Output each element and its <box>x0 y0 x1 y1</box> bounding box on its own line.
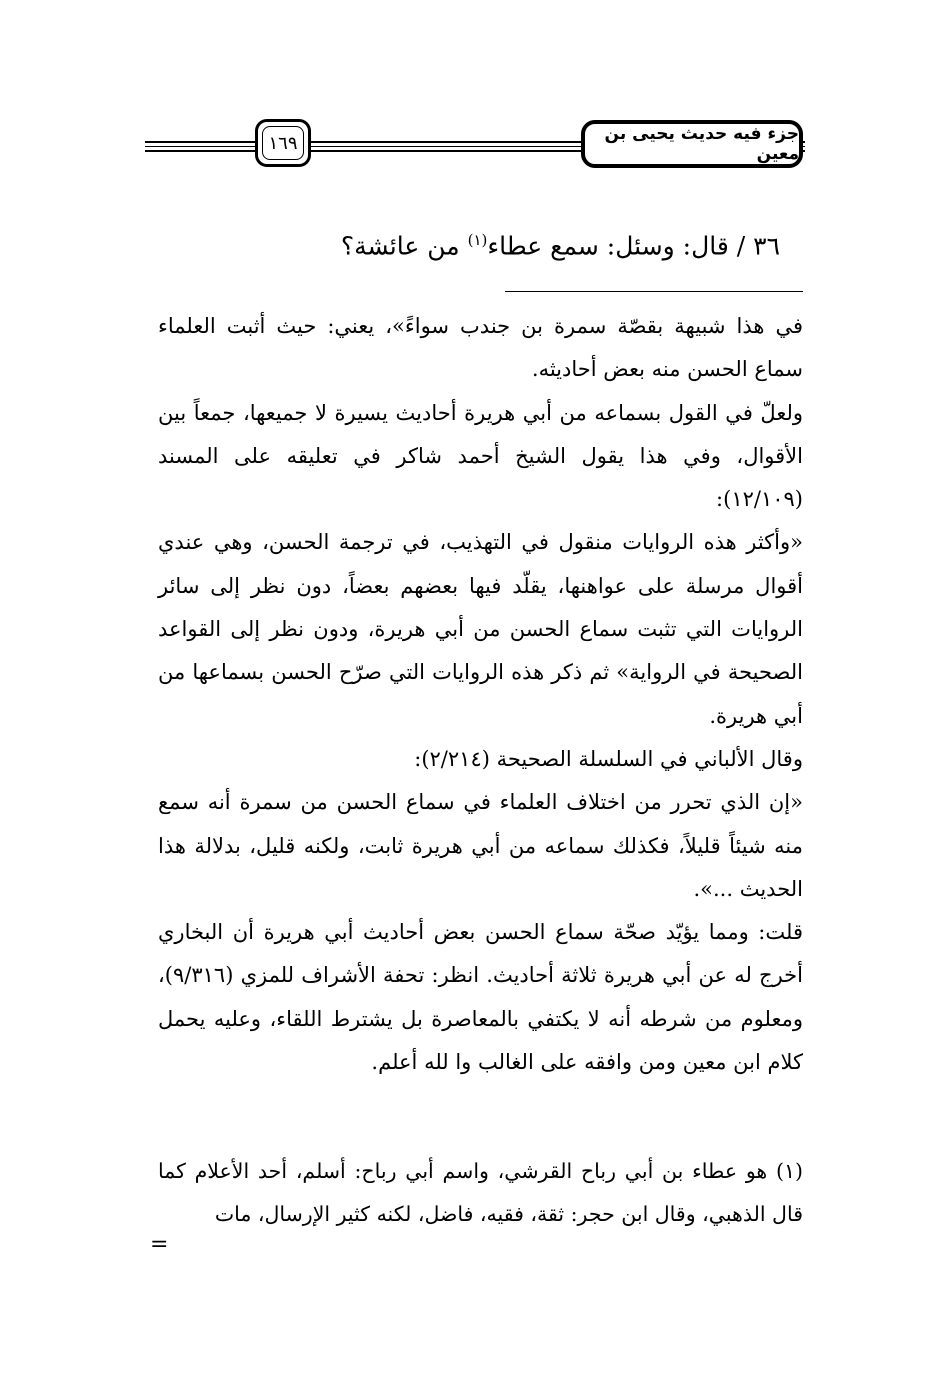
paragraph-quote-albani: «إن الذي تحرر من اختلاف العلماء في سماع الحسن من سمرة أنه سمع منه شيئاً قليلاً، فكذلك سماعه من أبي هريرة ثابت، ولكنه قليل، بدلالة هذا الحديث ...». <box>158 790 803 901</box>
page-number-text: ١٦٩ <box>268 132 298 154</box>
question-text-end: من عائشة؟ <box>340 231 460 261</box>
book-title: جزء فيه حديث يحيى بن معين <box>604 124 799 164</box>
footnote <box>158 1150 803 1236</box>
footnote-reference[interactable]: (١) <box>467 231 488 249</box>
book-title-box <box>581 120 803 168</box>
paragraph-6: قلت: ومما يؤيّد صحّة سماع الحسن بعض أحاديث أبي هريرة أن البخاري أخرج له عن أبي هريرة ثلاثة أحاديث. انظر: تحفة الأشراف للمزي (٩/٣١٦)، ومعلوم من شرطه أنه لا يكتفي بالمعاصرة بل يشترط اللقاء، وعليه يحمل كلام ابن معين ومن وافقه على الغالب وا لله أعلم. <box>158 920 803 1075</box>
paragraph-4: وقال الألباني في السلسلة الصحيحة (٢/٢١٤): <box>414 746 803 771</box>
body-text <box>158 305 803 1084</box>
question-text-start: / قال: وسئل: سمع عطاء <box>487 231 746 261</box>
paragraph-1: في هذا شبيهة بقصّة سمرة بن جندب سواءً»، يعني: حيث أثبت العلماء سماع الحسن منه بعض أحاديثه. <box>158 314 803 382</box>
question-number: ٣٦ <box>753 231 780 261</box>
paragraph-quote-shakir: «وأكثر هذه الروايات منقول في التهذيب، في ترجمة الحسن، وهي عندي أقوال مرسلة على عواهنها، يقلّد فيها بعضهم بعضاً، دون نظر إلى سائر الروايات التي تثبت سماع الحسن من أبي هريرة، ودون نظر إلى القواعد الصحيحة في الرواية» ثم ذكر هذه الروايات التي صرّح الحسن بسماعها من أبي هريرة. <box>158 530 803 728</box>
continuation-mark: = <box>150 1232 169 1257</box>
section-separator <box>505 291 803 292</box>
question-heading <box>160 220 780 266</box>
footnote-text: (١) هو عطاء بن أبي رباح القرشي، واسم أبي رباح: أسلم، أحد الأعلام كما قال الذهبي، وقال ابن حجر: ثقة، فقيه، فاضل، لكنه كثير الإرسال، مات <box>158 1159 803 1226</box>
page-number <box>255 119 311 167</box>
paragraph-2: ولعلّ في القول بسماعه من أبي هريرة أحاديث يسيرة لا جميعها، جمعاً بين الأقوال، وفي هذا يقول الشيخ أحمد شاكر في تعليقه على المسند (١٢/١٠٩): <box>158 400 803 512</box>
